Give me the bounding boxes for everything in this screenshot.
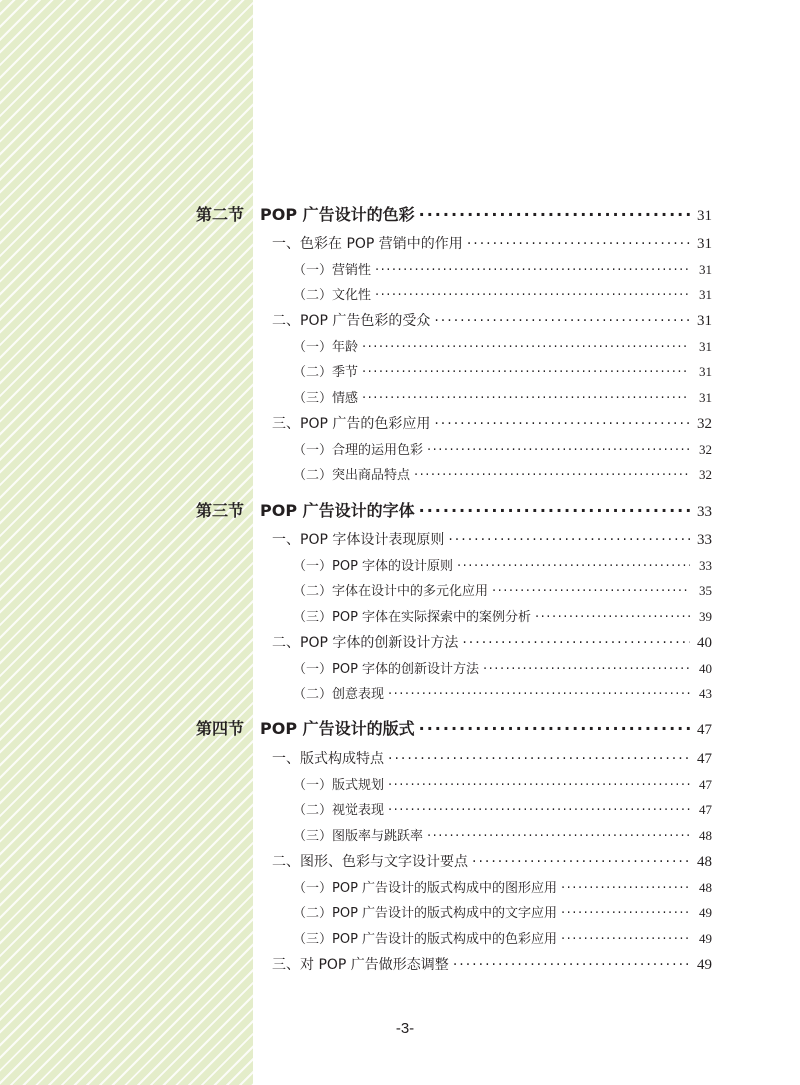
page-ref: 35	[699, 583, 712, 598]
page-ref: 33	[697, 532, 712, 548]
entry-text: （一）POP 字体的设计原则	[293, 559, 454, 574]
page-ref: 43	[699, 686, 712, 701]
leader-dots	[362, 391, 690, 406]
page-ref: 40	[697, 635, 712, 651]
toc-entry[interactable]	[293, 580, 712, 599]
toc-entry[interactable]	[293, 439, 712, 458]
leader-dots	[375, 288, 690, 303]
toc-entry[interactable]	[293, 877, 712, 896]
page-ref: 31	[699, 287, 712, 302]
section-title: POP 广告设计的字体	[260, 501, 415, 520]
page-ref: 49	[699, 905, 712, 920]
toc-entry[interactable]	[293, 555, 712, 574]
entry-text: （二）创意表现	[293, 687, 385, 702]
page-number-text: -3-	[395, 1020, 415, 1037]
page-ref: 31	[699, 339, 712, 354]
entry-text: （一）POP 字体的创新设计方法	[293, 662, 480, 677]
entry-text: （二）字体在设计中的多元化应用	[293, 584, 489, 599]
entry-text: （二）文化性	[293, 288, 372, 303]
leader-dots	[419, 719, 690, 738]
toc-entry[interactable]	[293, 361, 712, 380]
section-number: 第四节	[196, 719, 245, 738]
leader-dots	[362, 340, 690, 355]
toc-section[interactable]	[196, 202, 712, 225]
entry-text: （三）POP 广告设计的版式构成中的色彩应用	[293, 932, 558, 947]
page-ref: 31	[697, 313, 712, 329]
page-ref: 33	[697, 504, 712, 520]
page-ref: 47	[699, 777, 712, 792]
leader-dots	[419, 501, 690, 520]
leader-dots	[462, 635, 690, 651]
page-ref: 31	[697, 236, 712, 252]
toc-entry[interactable]	[293, 683, 712, 702]
entry-text: （一）POP 广告设计的版式构成中的图形应用	[293, 881, 558, 896]
toc-entry[interactable]	[272, 233, 712, 253]
entry-text: （二）季节	[293, 365, 359, 380]
section-number: 第二节	[196, 205, 245, 224]
page-number	[0, 1020, 800, 1037]
toc-entry[interactable]	[293, 928, 712, 947]
page-ref: 49	[697, 957, 712, 973]
page-ref: 39	[699, 609, 712, 624]
toc-entry[interactable]	[293, 774, 712, 793]
page-ref: 48	[697, 854, 712, 870]
page-ref: 31	[699, 390, 712, 405]
entry-text: 一、POP 字体设计表现原则	[272, 532, 445, 548]
page-ref: 31	[699, 262, 712, 277]
entry-text: （二）突出商品特点	[293, 468, 411, 483]
leader-dots	[388, 803, 690, 818]
entry-text: 一、色彩在 POP 营销中的作用	[272, 236, 463, 252]
page-ref: 47	[697, 751, 712, 767]
leader-dots	[492, 584, 690, 599]
leader-dots	[483, 662, 690, 677]
toc-section[interactable]	[196, 498, 712, 521]
entry-text: （二）POP 广告设计的版式构成中的文字应用	[293, 906, 558, 921]
leader-dots	[457, 559, 690, 574]
section-title: POP 广告设计的版式	[260, 719, 415, 738]
leader-dots	[467, 236, 690, 252]
page-ref: 48	[699, 880, 712, 895]
page-ref: 48	[699, 828, 712, 843]
leader-dots	[448, 532, 690, 548]
section-title: POP 广告设计的色彩	[260, 205, 415, 224]
page-ref: 49	[699, 931, 712, 946]
toc-section[interactable]	[196, 716, 712, 739]
leader-dots	[535, 610, 690, 625]
toc-entry[interactable]	[293, 336, 712, 355]
toc-entry[interactable]	[293, 902, 712, 921]
entry-text: （一）年龄	[293, 340, 359, 355]
toc-entry[interactable]	[293, 825, 712, 844]
toc-entry[interactable]	[293, 259, 712, 278]
entry-text: （一）版式规划	[293, 778, 385, 793]
entry-text: （三）POP 字体在实际探索中的案例分析	[293, 610, 532, 625]
leader-dots	[427, 443, 690, 458]
entry-text: 二、POP 字体的创新设计方法	[272, 635, 459, 651]
entry-text: （二）视觉表现	[293, 803, 385, 818]
toc-entry[interactable]	[293, 799, 712, 818]
leader-dots	[375, 263, 690, 278]
entry-text: （一）合理的运用色彩	[293, 443, 424, 458]
toc-entry[interactable]	[272, 413, 712, 433]
entry-text: 二、POP 广告色彩的受众	[272, 313, 431, 329]
toc-entry[interactable]	[293, 464, 712, 483]
entry-text: 一、版式构成特点	[272, 751, 384, 767]
page-ref: 47	[697, 722, 712, 738]
leader-dots	[414, 468, 690, 483]
leader-dots	[362, 365, 690, 380]
leader-dots	[434, 313, 690, 329]
toc-entry[interactable]	[293, 284, 712, 303]
toc-entry[interactable]	[293, 606, 712, 625]
entry-text: 三、POP 广告的色彩应用	[272, 416, 431, 432]
page-ref: 32	[697, 416, 712, 432]
page-ref: 47	[699, 802, 712, 817]
toc-entry[interactable]	[272, 310, 712, 330]
toc-entry[interactable]	[272, 529, 712, 549]
toc-entry[interactable]	[272, 851, 712, 871]
toc-entry[interactable]	[272, 748, 712, 768]
entry-text: （三）情感	[293, 391, 359, 406]
entry-text: 二、图形、色彩与文字设计要点	[272, 854, 468, 870]
leader-dots	[561, 906, 690, 921]
leader-dots	[453, 957, 690, 973]
section-number: 第三节	[196, 501, 245, 520]
toc-entry[interactable]	[293, 658, 712, 677]
page-ref: 31	[697, 208, 712, 224]
leader-dots	[388, 687, 690, 702]
page-ref: 32	[699, 442, 712, 457]
toc-entry[interactable]	[272, 954, 712, 974]
leader-dots	[388, 778, 690, 793]
leader-dots	[561, 932, 690, 947]
leader-dots	[434, 416, 690, 432]
entry-text: 三、对 POP 广告做形态调整	[272, 957, 449, 973]
page-ref: 40	[699, 661, 712, 676]
leader-dots	[388, 751, 690, 767]
leader-dots	[419, 205, 690, 224]
toc-entry[interactable]	[272, 632, 712, 652]
page-ref: 32	[699, 467, 712, 482]
leader-dots	[472, 854, 690, 870]
page-ref: 31	[699, 364, 712, 379]
leader-dots	[427, 829, 690, 844]
toc-entry[interactable]	[293, 387, 712, 406]
leader-dots	[561, 881, 690, 896]
entry-text: （一）营销性	[293, 263, 372, 278]
page-ref: 33	[699, 558, 712, 573]
entry-text: （三）图版率与跳跃率	[293, 829, 424, 844]
